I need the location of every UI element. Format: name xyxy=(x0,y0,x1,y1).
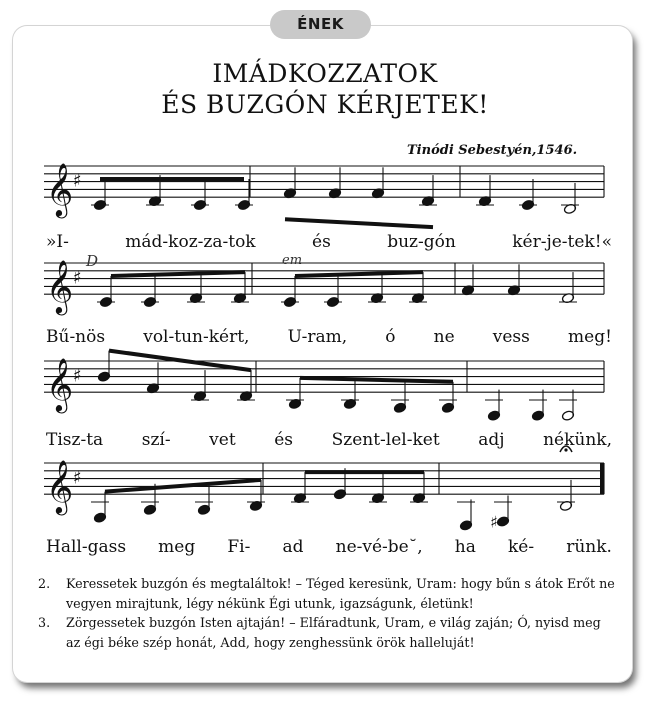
lyric-word: és xyxy=(274,430,294,450)
final-bar-line xyxy=(600,463,604,494)
lyric-word: Szent-lel-ket xyxy=(331,430,440,450)
verse-number: 3. xyxy=(38,615,51,630)
note-beam xyxy=(300,378,453,382)
lyric-line-2 xyxy=(46,327,612,347)
verse-number: 2. xyxy=(38,576,51,591)
lyric-word: ó xyxy=(385,327,396,347)
note-beam xyxy=(295,272,423,276)
key-sharp-icon: ♯ xyxy=(73,467,82,489)
lyric-word: ké- xyxy=(508,537,535,557)
chord-label-em: em xyxy=(282,253,303,268)
lyric-word: ne xyxy=(433,327,455,347)
additional-verses xyxy=(38,574,618,652)
lyric-word: meg! xyxy=(568,327,612,347)
title-line-1: IMÁDKOZZATOK xyxy=(212,59,438,88)
treble-clef-icon: 𝄞 xyxy=(46,162,74,217)
lyric-word: adj xyxy=(478,430,505,450)
lyric-word: Hall-gass xyxy=(46,537,127,557)
treble-clef-icon: 𝄞 xyxy=(46,357,74,412)
title-line-2: ÉS BUZGÓN KÉRJETEK! xyxy=(161,90,489,119)
verse-3 xyxy=(38,613,618,652)
lyric-line-1 xyxy=(46,232,612,252)
lyric-word: ne-vé-be˘, xyxy=(335,537,423,557)
lyric-word: és xyxy=(312,232,331,252)
lyric-word: Fi- xyxy=(227,537,251,557)
lyric-word: »I- xyxy=(46,232,69,252)
lyric-word: szí- xyxy=(141,430,171,450)
lyric-line-3 xyxy=(46,430,612,450)
lyric-word: ad xyxy=(282,537,304,557)
lyric-word: kér-je-tek!« xyxy=(512,232,612,252)
lyric-word: ha xyxy=(454,537,476,557)
lyric-word: U-ram, xyxy=(287,327,348,347)
verse-text: Zörgessetek buzgón Isten ajtaján! – Elfáradtunk, Uram, e világ zaján; Ó, nyisd meg az égi béke szép honát, Add, hogy zenghessünk örök halleluját! xyxy=(66,615,601,650)
lyric-word: buz-gón xyxy=(387,232,456,252)
lyric-word: mád-koz-za-tok xyxy=(125,232,256,252)
note-beam xyxy=(109,351,251,371)
key-sharp-icon: ♯ xyxy=(73,267,82,289)
note-beam xyxy=(285,219,433,227)
verse-2 xyxy=(38,574,618,613)
lyric-word: Bű-nös xyxy=(46,327,106,347)
lyric-line-4 xyxy=(46,537,612,557)
treble-clef-icon: 𝄞 xyxy=(46,459,74,514)
verse-text: Keressetek buzgón és megtaláltok! – Téged keresünk, Uram: hogy bűn s átok Erőt ne vegyen mirajtunk, légy nékünk Égi utunk, igazságunk, életünk! xyxy=(66,576,615,611)
lyric-word: rünk. xyxy=(566,537,612,557)
lyric-word: nékünk, xyxy=(543,430,612,450)
section-tag: ÉNEK xyxy=(270,10,371,39)
lyric-word: vol-tun-kért, xyxy=(143,327,250,347)
key-sharp-icon: ♯ xyxy=(73,170,82,192)
lyric-word: Tisz-ta xyxy=(46,430,104,450)
sharp-accidental-icon: ♯ xyxy=(490,512,498,532)
note-beam xyxy=(111,272,245,276)
note-beam xyxy=(105,480,261,492)
key-sharp-icon: ♯ xyxy=(73,365,82,387)
lyric-word: vet xyxy=(209,430,236,450)
lyric-word: meg xyxy=(158,537,196,557)
treble-clef-icon: 𝄞 xyxy=(46,259,74,314)
lyric-word: vess xyxy=(492,327,530,347)
composer-credit: Tinódi Sebestyén,1546. xyxy=(407,143,578,158)
chord-label-d: D xyxy=(86,252,99,270)
